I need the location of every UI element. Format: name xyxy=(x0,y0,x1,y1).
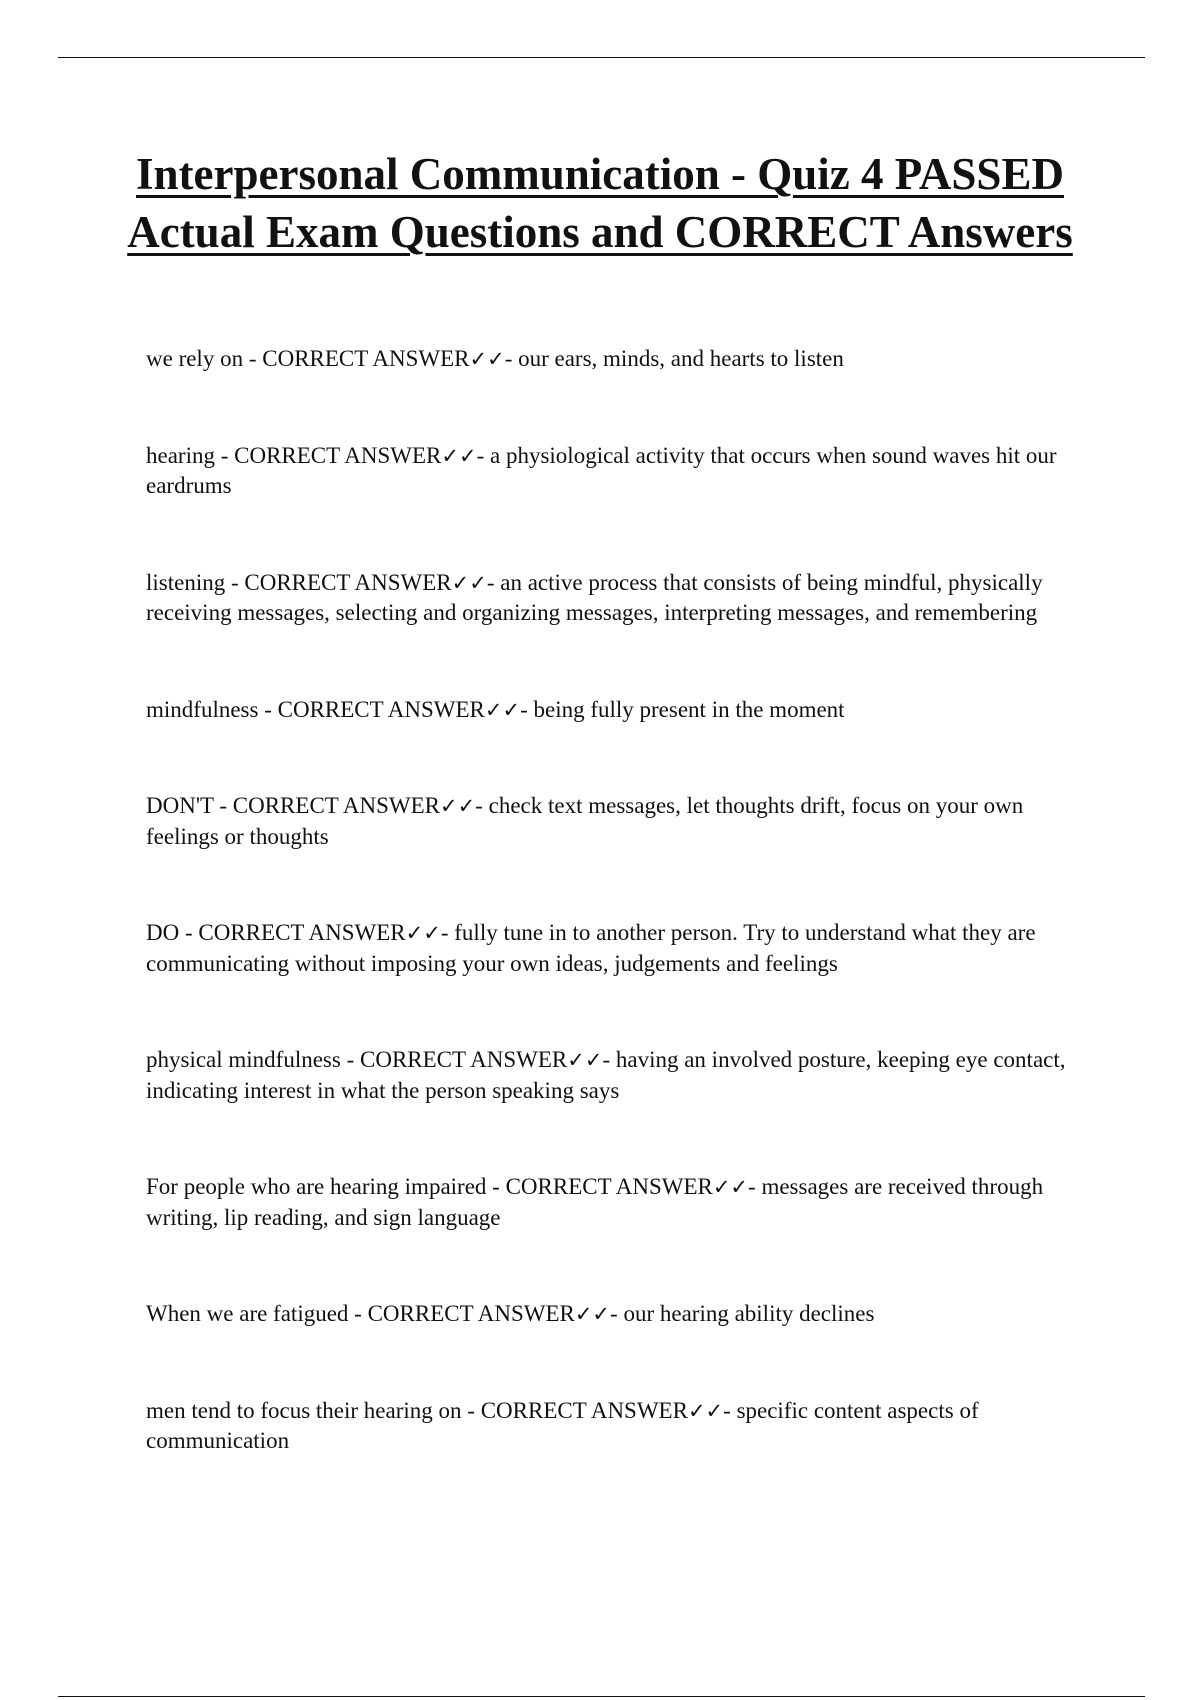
qa-separator: - xyxy=(475,793,489,818)
qa-term: men tend to focus their hearing on xyxy=(146,1397,462,1423)
double-check-icon: ✓✓ xyxy=(574,1302,611,1326)
qa-separator: - xyxy=(723,1397,737,1423)
qa-item xyxy=(146,1396,1066,1457)
qa-item xyxy=(146,1299,1066,1330)
qa-answer: specific content aspects of communication xyxy=(146,1397,979,1453)
correct-answer-marker: - CORRECT ANSWER xyxy=(243,346,470,371)
qa-separator: - xyxy=(610,1301,624,1326)
correct-answer-marker: - CORRECT ANSWER xyxy=(213,793,441,818)
qa-separator: - xyxy=(520,696,534,722)
double-check-icon: ✓✓ xyxy=(440,794,476,818)
qa-answer: check text messages, let thoughts drift, focus on your own feelings or thoughts xyxy=(146,793,1024,849)
bottom-rule xyxy=(58,1696,1145,1697)
qa-term: When we are fatigued xyxy=(146,1301,349,1326)
correct-answer-marker: - CORRECT ANSWER xyxy=(258,696,485,722)
correct-answer-marker: - CORRECT ANSWER xyxy=(486,1174,713,1199)
qa-item xyxy=(146,568,1066,629)
qa-item xyxy=(146,918,1066,979)
qa-answer: our ears, minds, and hearts to listen xyxy=(518,346,844,371)
qa-term: DO xyxy=(146,920,180,945)
qa-answer: messages are received through writing, lip reading, and sign language xyxy=(146,1174,1044,1230)
qa-term: For people who are hearing impaired xyxy=(146,1174,487,1199)
double-check-icon: ✓✓ xyxy=(712,1175,749,1199)
qa-term: DON'T xyxy=(146,793,214,818)
correct-answer-marker: - CORRECT ANSWER xyxy=(348,1301,575,1326)
correct-answer-marker: - CORRECT ANSWER xyxy=(461,1397,688,1423)
qa-term: mindfulness xyxy=(146,696,259,722)
qa-answer: an active process that consists of being mindful, physically receiving messages, selecting and organizing messages, interpreting messages, and remembering xyxy=(146,569,1043,625)
double-check-icon: ✓✓ xyxy=(451,570,487,595)
double-check-icon: ✓✓ xyxy=(484,697,521,722)
qa-term: we rely on xyxy=(146,346,244,371)
qa-term: hearing xyxy=(146,442,215,468)
qa-item xyxy=(146,441,1066,502)
qa-item xyxy=(146,1172,1066,1233)
qa-term: listening xyxy=(146,569,226,595)
correct-answer-marker: - CORRECT ANSWER xyxy=(179,920,406,945)
qa-answer: fully tune in to another person. Try to understand what they are communicating without imposing your own ideas, judgements and feelings xyxy=(146,920,1036,976)
qa-answer: being fully present in the moment xyxy=(533,696,845,722)
qa-separator: - xyxy=(486,569,501,595)
double-check-icon: ✓✓ xyxy=(441,443,477,468)
qa-separator: - xyxy=(748,1174,762,1199)
qa-separator: - xyxy=(602,1047,616,1072)
qa-item xyxy=(146,791,1066,852)
double-check-icon: ✓✓ xyxy=(567,1048,603,1072)
double-check-icon: ✓✓ xyxy=(469,347,505,371)
qa-item xyxy=(146,695,1066,726)
qa-list xyxy=(146,344,1066,1457)
document-title: Interpersonal Communication - Quiz 4 PASSED Actual Exam Questions and CORRECT Answers xyxy=(127,149,1073,257)
qa-separator: - xyxy=(440,920,455,945)
correct-answer-marker: - CORRECT ANSWER xyxy=(214,442,442,468)
qa-term: physical mindfulness xyxy=(146,1047,341,1072)
qa-separator: - xyxy=(476,442,490,468)
double-check-icon: ✓✓ xyxy=(405,921,441,945)
double-check-icon: ✓✓ xyxy=(687,1398,724,1423)
correct-answer-marker: - CORRECT ANSWER xyxy=(225,569,452,595)
qa-answer: a physiological activity that occurs when sound waves hit our eardrums xyxy=(146,442,1057,498)
top-rule xyxy=(58,57,1145,58)
qa-separator: - xyxy=(504,346,519,371)
qa-answer: having an involved posture, keeping eye contact, indicating interest in what the person speaking says xyxy=(146,1047,1066,1103)
qa-item xyxy=(146,1045,1066,1106)
qa-item xyxy=(146,344,1066,375)
qa-answer: our hearing ability declines xyxy=(623,1301,875,1326)
correct-answer-marker: - CORRECT ANSWER xyxy=(340,1047,568,1072)
